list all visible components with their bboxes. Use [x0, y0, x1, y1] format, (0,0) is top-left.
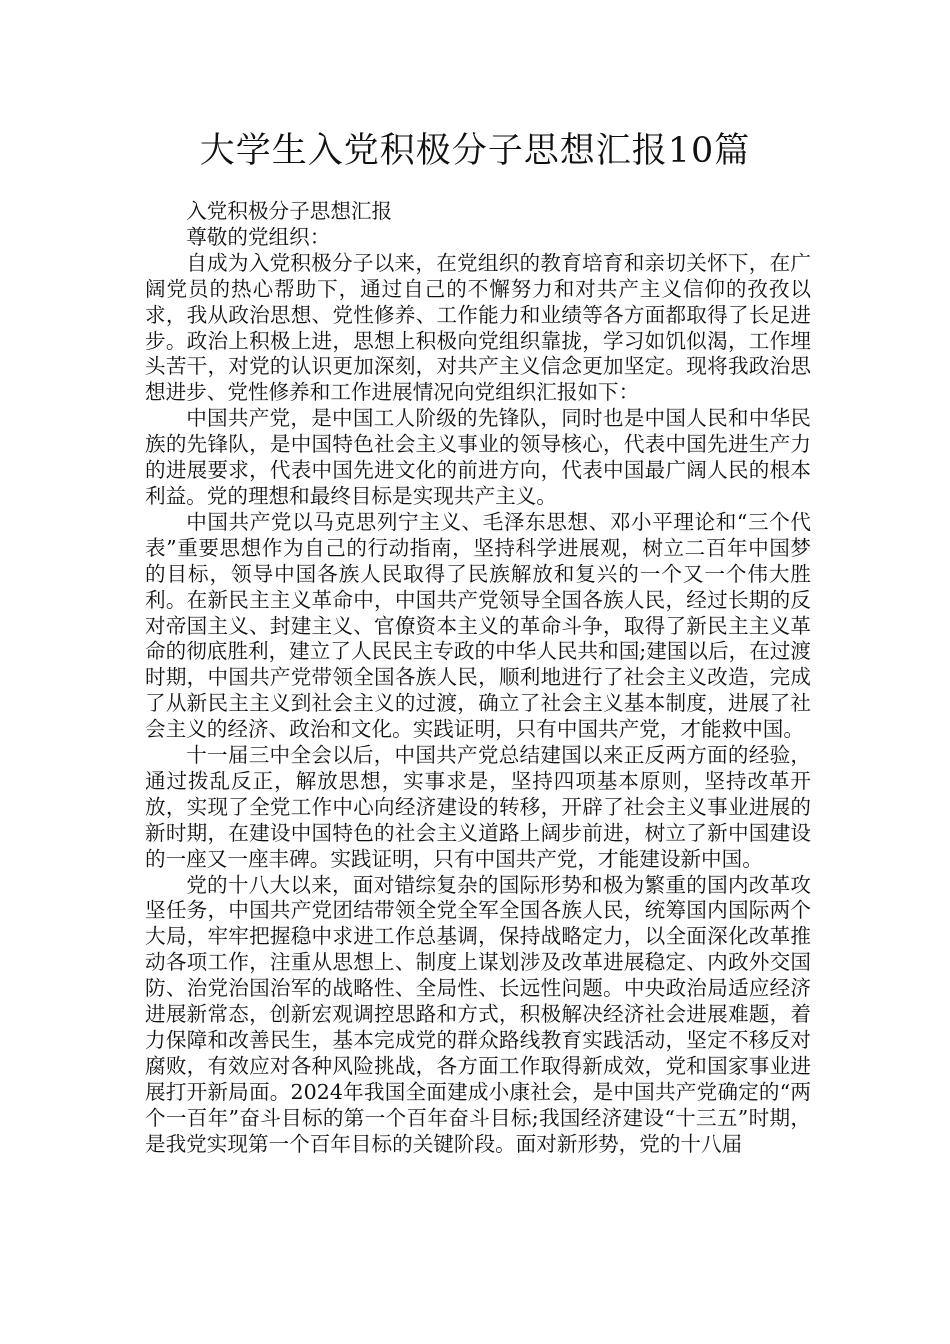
salutation: 尊敬的党组织：	[186, 224, 331, 249]
body-paragraph: 自成为入党积极分子以来，在党组织的教育培育和亲切关怀下，在广阔党员的热心帮助下，通过自己的不懈努力和对共产主义信仰的孜孜以求，我从政治思想、党性修养、工作能力和业绩等各方面都取得了长足进步。政治上积极上进，思想上积极向党组织靠拢，学习如饥似渴，工作埋头苦干，对党的认识更加深刻，对共产主义信念更加坚定。现将我政治思想进步、党性修养和工作进展情况向党组织汇报如下：	[145, 250, 811, 405]
document-title: 大学生入党积极分子思想汇报10篇	[199, 131, 751, 171]
document-body	[145, 199, 811, 1158]
body-paragraph: 党的十八大以来，面对错综复杂的国际形势和极为繁重的国内改革攻坚任务，中国共产党团结带领全党全军全国各族人民，统筹国内国际两个大局，牢牢把握稳中求进工作总基调，保持战略定力，以全面深化改革推动各项工作，注重从思想上、制度上谋划涉及改革进展稳定、内政外交国防、治党治国治军的战略性、全局性、长远性问题。中央政治局适应经济进展新常态，创新宏观调控思路和方式，积极解决经济社会进展难题，着力保障和改善民生，基本完成党的群众路线教育实践活动，坚定不移反对腐败，有效应对各种风险挑战，各方面工作取得新成效，党和国家事业进展打开新局面。2024年我国全面建成小康社会，是中国共产党确定的“两个一百年”奋斗目标的第一个百年奋斗目标;我国经济建设“十三五”时期，是我党实现第一个百年目标的关键阶段。面对新形势，党的十八届	[145, 872, 811, 1156]
body-paragraph: 十一届三中全会以后，中国共产党总结建国以来正反两方面的经验，通过拨乱反正，解放思想，实事求是，坚持四项基本原则，坚持改革开放，实现了全党工作中心向经济建设的转移，开辟了社会主义事业进展的新时期，在建设中国特色的社会主义道路上阔步前进，树立了新中国建设的一座又一座丰碑。实践证明，只有中国共产党，才能建设新中国。	[145, 743, 811, 871]
body-paragraph: 中国共产党以马克思列宁主义、毛泽东思想、邓小平理论和“三个代表”重要思想作为自己的行动指南，坚持科学进展观，树立二百年中国梦的目标，领导中国各族人民取得了民族解放和复兴的一个又一个伟大胜利。在新民主主义革命中，中国共产党领导全国各族人民，经过长期的反对帝国主义、封建主义、官僚资本主义的革命斗争，取得了新民主主义革命的彻底胜利，建立了人民民主专政的中华人民共和国;建国以后，在过渡时期，中国共产党带领全国各族人民，顺利地进行了社会主义改造，完成了从新民主主义到社会主义的过渡，确立了社会主义基本制度，进展了社会主义的经济、政治和文化。实践证明，只有中国共产党，才能救中国。	[145, 509, 811, 742]
report-heading: 入党积极分子思想汇报	[186, 199, 393, 223]
body-paragraph: 中国共产党，是中国工人阶级的先锋队，同时也是中国人民和中华民族的先锋队，是中国特色社会主义事业的领导核心，代表中国先进生产力的进展要求，代表中国先进文化的前进方向，代表中国最广阔人民的根本利益。党的理想和最终目标是实现共产主义。	[145, 406, 811, 508]
